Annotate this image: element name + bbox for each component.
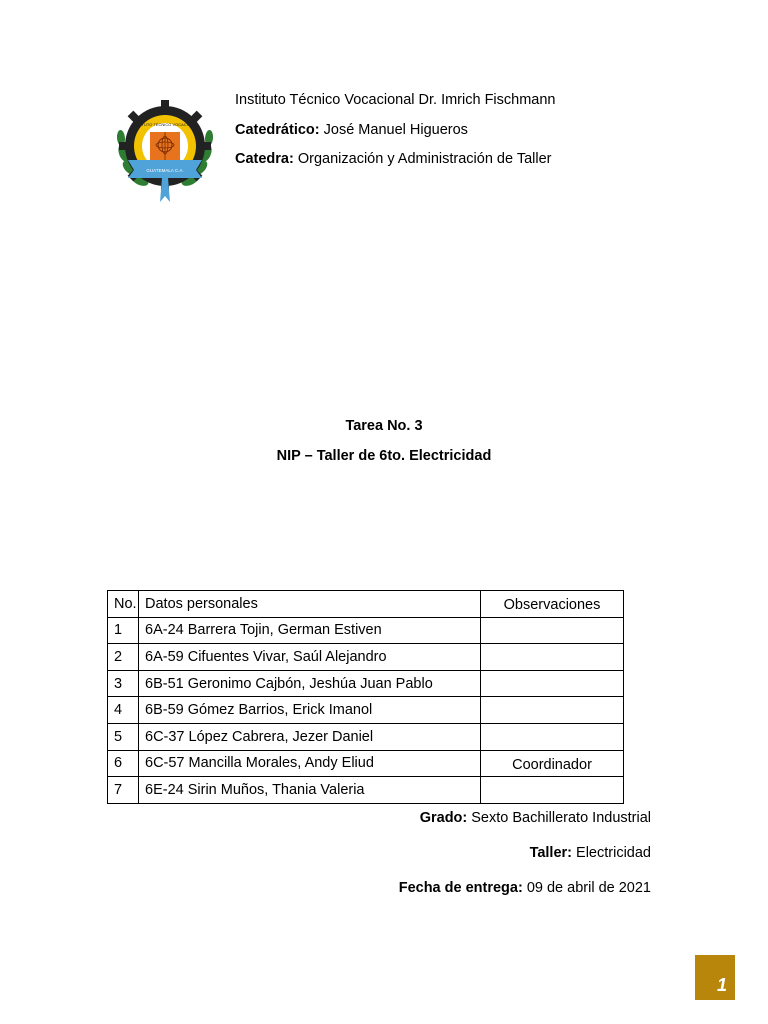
column-header-personal-data: Datos personales [139, 591, 481, 618]
row-name: 6C-57 Mancilla Morales, Andy Eliud [139, 750, 481, 777]
institution-logo [110, 98, 220, 206]
grade-value: Sexto Bachillerato Industrial [467, 810, 651, 826]
row-number: 4 [108, 697, 139, 724]
table-row [108, 777, 624, 804]
row-name: 6A-24 Barrera Tojin, German Estiven [139, 617, 481, 644]
table-row [108, 750, 624, 777]
shop-value: Electricidad [572, 845, 651, 861]
row-number: 5 [108, 723, 139, 750]
teacher-label: Catedrático: [235, 121, 320, 138]
assignment-title: Tarea No. 3 [345, 418, 423, 434]
row-observation [481, 777, 624, 804]
page-number: 1 [695, 955, 735, 1000]
row-observation [481, 723, 624, 750]
institution-name: Instituto Técnico Vocacional Dr. Imrich Fischmann [235, 92, 556, 108]
teacher-line [235, 120, 555, 150]
table-header-row [108, 591, 624, 618]
grade-line [420, 810, 651, 826]
row-observation [481, 644, 624, 671]
row-number: 2 [108, 644, 139, 671]
row-name: 6C-37 López Cabrera, Jezer Daniel [139, 723, 481, 750]
row-number: 3 [108, 670, 139, 697]
row-observation [481, 670, 624, 697]
teacher-value: José Manuel Higueros [319, 121, 468, 138]
row-name: 6B-59 Gómez Barrios, Erick Imanol [139, 697, 481, 724]
course-line [235, 149, 555, 179]
table-row [108, 617, 624, 644]
row-name: 6A-59 Cifuentes Vivar, Saúl Alejandro [139, 644, 481, 671]
row-name: 6E-24 Sirin Muños, Thania Valeria [139, 777, 481, 804]
row-name: 6B-51 Geronimo Cajbón, Jeshúa Juan Pablo [139, 670, 481, 697]
date-label: Fecha de entrega: [398, 880, 523, 896]
logo-lettering-bottom: GUATEMALA C.A. [146, 168, 184, 173]
course-value: Organización y Administración de Taller [293, 151, 552, 167]
row-observation: Coordinador [481, 750, 624, 777]
table-row [108, 697, 624, 724]
column-header-observations: Observaciones [481, 591, 624, 618]
shop-label: Taller: [529, 845, 573, 861]
grade-label: Grado: [419, 810, 468, 826]
logo-lettering-top: INSTITUTO TÉCNICO VOCACIONAL [131, 122, 199, 127]
date-value: 09 de abril de 2021 [522, 880, 651, 896]
row-number: 6 [108, 750, 139, 777]
row-number: 7 [108, 777, 139, 804]
row-observation [481, 697, 624, 724]
row-number: 1 [108, 617, 139, 644]
row-observation [481, 617, 624, 644]
table-row [108, 644, 624, 671]
table-row [108, 723, 624, 750]
header-block [235, 90, 555, 179]
shop-line [530, 845, 651, 861]
course-label: Catedra: [235, 151, 294, 167]
book-icon [150, 132, 180, 160]
table-row [108, 670, 624, 697]
team-table [107, 590, 624, 804]
assignment-subtitle: NIP – Taller de 6to. Electricidad [276, 448, 492, 464]
date-line [399, 880, 651, 896]
column-header-no: No. [108, 591, 139, 618]
